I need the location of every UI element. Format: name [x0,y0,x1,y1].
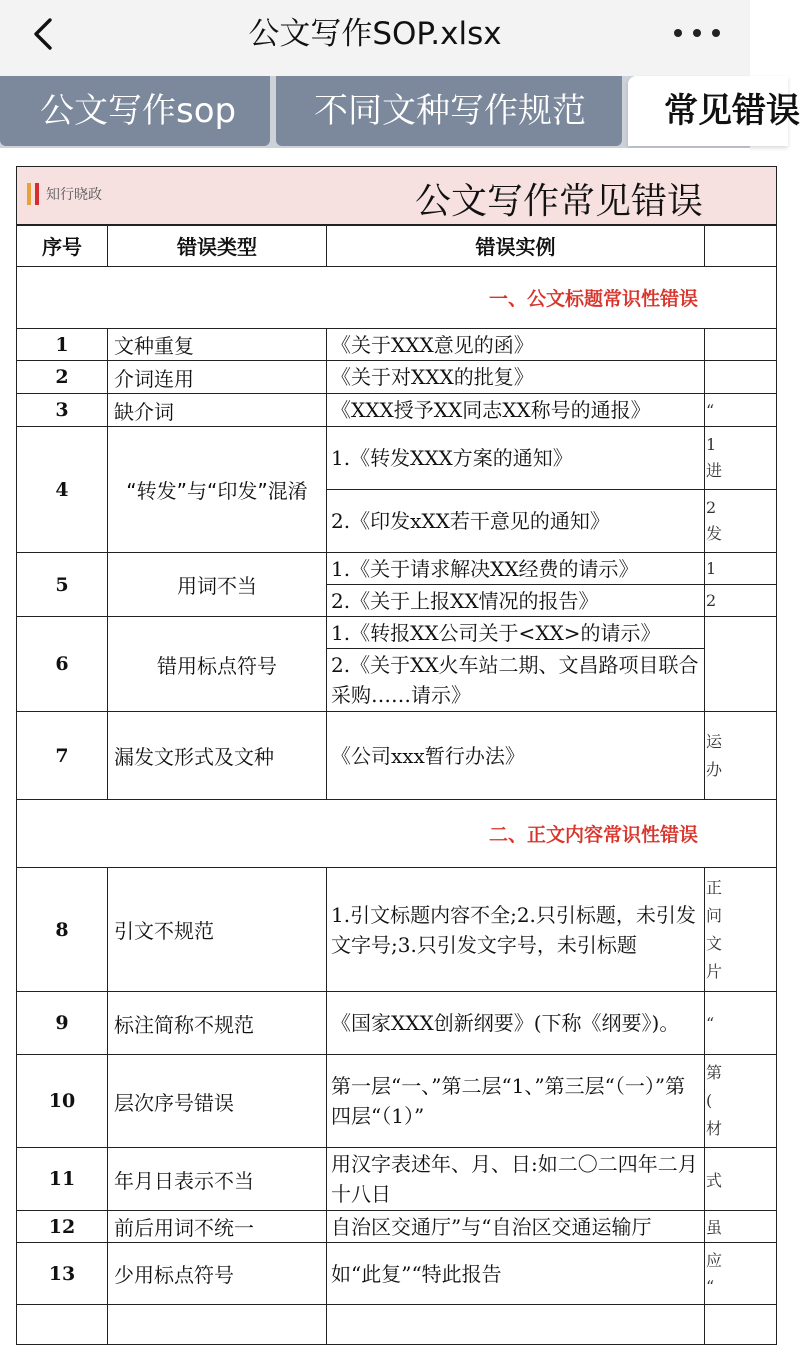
header-error-type[interactable]: 错误类型 [108,225,327,267]
table-row [17,868,777,992]
error-example[interactable]: 1.引文标题内容不全;2.只引标题，未引发文字号;3.只引发文字号，未引标题 [327,868,705,992]
extra-cell[interactable]: “ [705,992,777,1055]
extra-cell[interactable]: 1 [705,553,777,585]
row-number[interactable]: 7 [17,712,108,800]
table-row [17,1211,777,1243]
error-example[interactable]: 如“此复”“特此报告 [327,1243,705,1305]
table-row [17,1148,777,1211]
extra-cell[interactable]: “ [705,394,777,427]
table-row [17,712,777,800]
error-type[interactable]: 错用标点符号 [108,617,327,712]
extra-cell[interactable]: 式 [705,1148,777,1211]
row-number[interactable]: 1 [17,329,108,361]
error-example[interactable]: 自治区交通厅”与“自治区交通运输厅 [327,1211,705,1243]
section-row [17,267,777,329]
extra-cell[interactable] [705,329,777,361]
error-example[interactable]: 《关于对XXX的批复》 [327,361,705,394]
error-example[interactable]: 1.《关于请求解决XX经费的请示》 [327,553,705,585]
table-row [17,1305,777,1345]
sheet-grid [16,166,723,1316]
table-row [17,361,777,394]
row-number[interactable]: 6 [17,617,108,712]
error-example[interactable]: 《公司xxx暂行办法》 [327,712,705,800]
table-row [17,427,777,490]
table-row [17,1243,777,1305]
extra-cell[interactable] [705,361,777,394]
error-type[interactable]: “转发”与“印发”混淆 [108,427,327,553]
more-icon [674,29,682,37]
error-type[interactable]: 用词不当 [108,553,327,617]
header-row [17,225,777,267]
logo-text: 知行晓政 [46,187,102,203]
error-type[interactable]: 文种重复 [108,329,327,361]
error-type[interactable] [108,1305,327,1345]
sheet-tabs [0,76,800,148]
extra-cell[interactable] [705,1305,777,1345]
title-cell[interactable] [17,167,777,225]
spreadsheet-view[interactable] [0,148,750,1308]
header-error-example[interactable]: 错误实例 [327,225,705,267]
error-example[interactable]: 2.《关于上报XX情况的报告》 [327,585,705,617]
error-type[interactable]: 年月日表示不当 [108,1148,327,1211]
row-number[interactable] [17,1305,108,1345]
row-number[interactable]: 13 [17,1243,108,1305]
error-example[interactable] [327,1305,705,1345]
error-example[interactable]: 2.《印发xXX若干意见的通知》 [327,490,705,553]
table-row [17,1055,777,1148]
errors-table [16,166,777,1345]
row-number[interactable]: 5 [17,553,108,617]
error-example[interactable]: 《国家XXX创新纲要》(下称《纲要》)。 [327,992,705,1055]
section-label: 二、正文内容常识性错误 [489,824,699,846]
error-type[interactable]: 标注简称不规范 [108,992,327,1055]
error-example[interactable]: 第一层“一、”第二层“1、”第三层“（一）”第四层“（1）” [327,1055,705,1148]
error-type[interactable]: 介词连用 [108,361,327,394]
row-number[interactable]: 12 [17,1211,108,1243]
error-example[interactable]: 《关于XXX意见的函》 [327,329,705,361]
tab-writing-standards[interactable]: 不同文种写作规范 [276,76,622,146]
top-bar [0,0,750,76]
row-number[interactable]: 3 [17,394,108,427]
extra-cell[interactable]: 虽 [705,1211,777,1243]
section-label: 一、公文标题常识性错误 [489,288,699,310]
title-row [17,167,777,225]
extra-cell[interactable] [705,617,777,712]
table-row [17,617,777,649]
error-example[interactable]: 用汉字表述年、月、日:如二〇二四年二月十八日 [327,1148,705,1211]
extra-cell[interactable]: 2 发 [705,490,777,553]
row-number[interactable]: 9 [17,992,108,1055]
error-type[interactable]: 少用标点符号 [108,1243,327,1305]
more-button[interactable] [674,18,720,48]
extra-cell[interactable]: 应 “ [705,1243,777,1305]
table-row [17,553,777,585]
tab-sop[interactable]: 公文写作sop [0,76,270,146]
extra-cell[interactable]: 运 办 [705,712,777,800]
document-title: 公文写作SOP.xlsx [248,16,502,52]
row-number[interactable]: 11 [17,1148,108,1211]
error-example[interactable]: 1.《转发XXX方案的通知》 [327,427,705,490]
row-number[interactable]: 2 [17,361,108,394]
row-number[interactable]: 4 [17,427,108,553]
brand-logo [27,183,102,205]
sheet-title: 公文写作常见错误 [415,181,704,222]
error-type[interactable]: 前后用词不统一 [108,1211,327,1243]
table-row [17,992,777,1055]
error-example[interactable]: 2.《关于XX火车站二期、文昌路项目联合采购……请示》 [327,649,705,712]
extra-cell[interactable]: 正 问 文 片 [705,868,777,992]
error-example[interactable]: 1.《转报XX公司关于<XX>的请示》 [327,617,705,649]
error-type[interactable]: 漏发文形式及文种 [108,712,327,800]
row-number[interactable]: 8 [17,868,108,992]
table-row [17,394,777,427]
section-row [17,800,777,868]
logo-mark-icon [27,183,39,205]
tab-common-errors[interactable]: 常见错误 [628,76,788,146]
header-number[interactable]: 序号 [17,225,108,267]
extra-cell[interactable]: 2 [705,585,777,617]
table-row [17,329,777,361]
error-example[interactable]: 《XXX授予XX同志XX称号的通报》 [327,394,705,427]
error-type[interactable]: 层次序号错误 [108,1055,327,1148]
header-extra[interactable] [705,225,777,267]
extra-cell[interactable]: 1 进 [705,427,777,490]
error-type[interactable]: 缺介词 [108,394,327,427]
row-number[interactable]: 10 [17,1055,108,1148]
error-type[interactable]: 引文不规范 [108,868,327,992]
extra-cell[interactable]: 第 ( 材 [705,1055,777,1148]
